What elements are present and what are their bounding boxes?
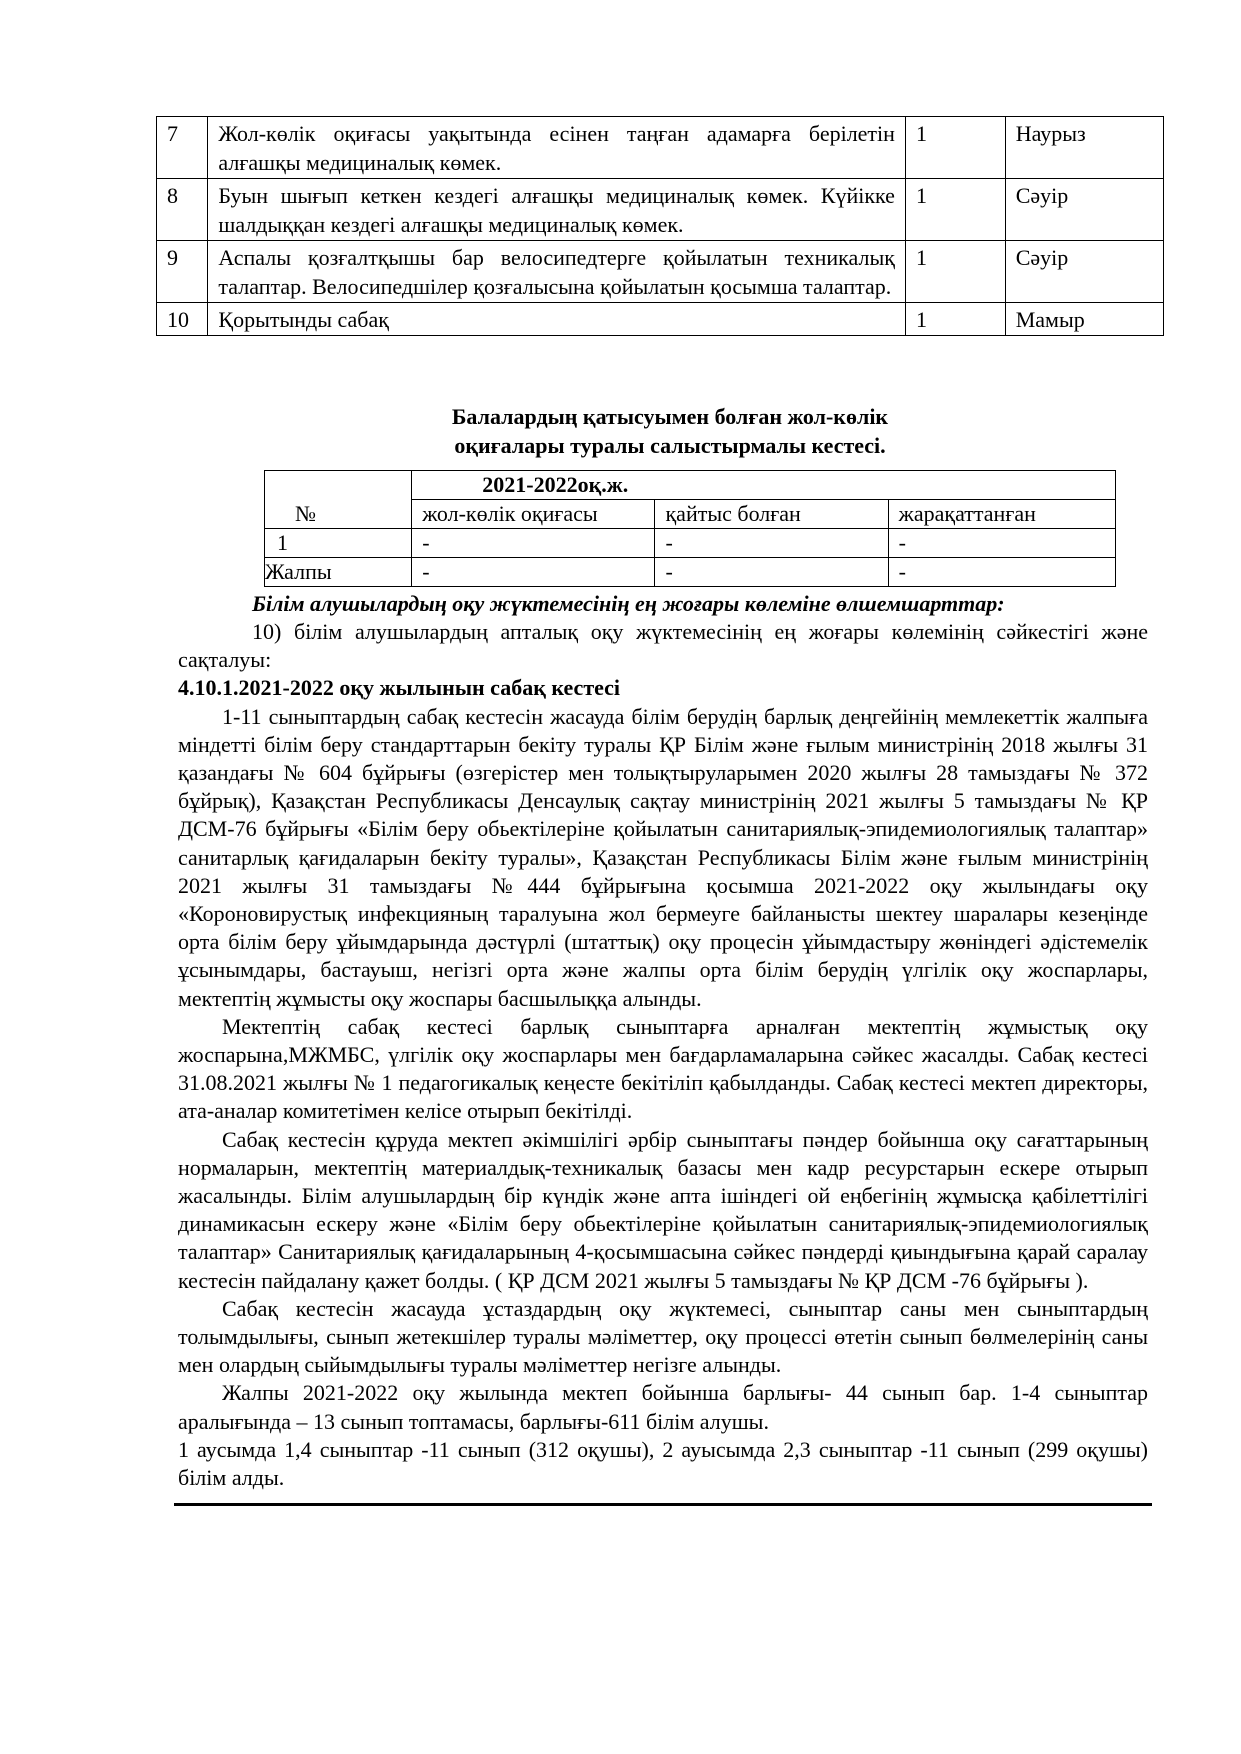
section-heading: 4.10.1.2021-2022 оқу жылынын сабақ кестесі	[178, 675, 621, 701]
row-month: Мамыр	[1005, 303, 1163, 336]
row-number: 8	[157, 179, 208, 241]
num-header: №	[265, 471, 412, 529]
paragraph-schedule-approval: Мектептің сабақ кестесі барлық сыныптарға арналған мектептің жұмыстық оқу жоспарына,МЖМБС, үлгілік оқу жоспарлары мен бағдарламаларына сәйкес жасалды. Сабақ кестесі 31.08.2021 жылғы № 1 педагогикалық кеңесте бекітіліп қабылданды. Сабақ кестесі мектеп директоры, ата-аналар комитетімен келісе отырып бекітілді.	[178, 1013, 1148, 1124]
paragraph-schedule-rules: Сабақ кестесін құруда мектеп әкімшілігі әрбір сыныптағы пәндер бойынша оқу сағаттарының нормаларын, мектептің материалдық-техникалық базасы мен кадр ресурстарын ескере отырып жасалынды. Білім алушылардың бір күндік және апта ішіндегі ой еңбегінің жұмысқа қабілеттілігі динамикасын ескеру және «Білім беру обьектілеріне қойылатын санитариялық-эпидемиологиялық талаптар» Санитариялық қағидаларының 4-қосымшасына сәйкес пәндерді қиындығына қарай саралау кестесін пайдалану қажет болды. ( ҚР ДСМ 2021 жылғы 5 тамыздағы № ҚР ДСМ -76 бұйрығы ).	[178, 1126, 1148, 1293]
column-header: жол-көлік оқиғасы	[412, 500, 655, 529]
row-topic: Аспалы қозғалтқышы бар велосипедтерге қойылатын техникалық талаптар. Велосипедшілер қозғалысына қойылатын қосымша талаптар.	[208, 241, 906, 303]
criteria-title: Білім алушылардың оқу жүктемесінің ең жоғары көлеміне өлшемшарттар:	[252, 591, 1005, 616]
criteria-text-block	[178, 618, 1148, 1492]
row-label: 1	[265, 529, 412, 558]
paragraph-shifts: 1 аусымда 1,4 сыныптар -11 сынып (312 оқушы), 2 ауысымда 2,3 сыныптар -11 сынып (299 оқушы) білім алды.	[178, 1436, 1148, 1491]
row-hours: 1	[905, 241, 1005, 303]
table-caption-line-2: оқиғалары туралы салыстырмалы кестесі.	[454, 433, 886, 458]
paragraph-regulations: 1-11 сыныптардың сабақ кестесін жасауда білім берудің барлық деңгейінің мемлекеттік жалпыға міндетті білім беру стандарттарын бекіту туралы ҚР Білім және ғылым министрінің 2018 жылғы 31 қазандағы № 604 бұйрығы (өзгерістер мен толықтыруларымен 2020 жылғы 28 тамыздағы № 372 бұйрық), Қазақстан Республикасы Денсаулық сақтау министрінің 2021 жылғы 5 тамыздағы № ҚР ДСМ-76 бұйрығы «Білім беру обьектілеріне қойылатын санитариялық-эпидемиологиялық талаптар» санитарлық қағидаларын бекіту туралы», Қазақстан Республикасы Білім және ғылым министрінің 2021 жылғы 31 тамыздағы №444 бұйрығына қосымша 2021-2022 оқу жылындағы оқу «Короновирустық инфекцияның таралуына жол бермеуге байланысты шектеу шаралары кезеңінде орта білім беру ұйымдарында дәстүрлі (штаттық) оқу процесін ұйымдастыру жөніндегі әдістемелік ұсынымдары, бастауыш, негізгі орта және жалпы орта білім берудің үлгілік оқу жоспарлары, мектептің жұмысты оқу жоспары басшылыққа алынды.	[178, 703, 1148, 1011]
row-month: Сәуір	[1005, 179, 1163, 241]
row-hours: 1	[905, 117, 1005, 179]
row-number: 9	[157, 241, 208, 303]
bottom-rule	[174, 1503, 1152, 1506]
table-row	[157, 241, 1164, 303]
table-header-row	[265, 471, 1116, 500]
year-header: 2021-2022оқ.ж.	[412, 471, 1116, 500]
table-row	[265, 558, 1116, 587]
table-cell: -	[412, 529, 655, 558]
row-topic: Жол-көлік оқиғасы уақытында есінен таңған адамарға берілетін алғашқы медициналық көмек.	[208, 117, 906, 179]
row-label: Жалпы	[265, 558, 412, 587]
table-row	[157, 117, 1164, 179]
table-row	[157, 303, 1164, 336]
table-cell: -	[888, 529, 1115, 558]
paragraph-class-count: Жалпы 2021-2022 оқу жылында мектеп бойынша барлығы- 44 сынып бар. 1-4 сыныптар аралығында – 13 сынып топтамасы, барлығы-611 білім алушы.	[178, 1380, 1148, 1434]
column-header: қайтыс болған	[655, 500, 888, 529]
table-row	[265, 529, 1116, 558]
row-topic: Қорытынды сабақ	[208, 303, 906, 336]
accident-table	[264, 470, 1116, 587]
row-number: 7	[157, 117, 208, 179]
table-caption-line-1: Балалардың қатысуымен болған жол-көлік	[451, 404, 889, 429]
row-month: Сәуір	[1005, 241, 1163, 303]
column-header: жарақаттанған	[888, 500, 1115, 529]
table-cell: -	[888, 558, 1115, 587]
table-row	[157, 179, 1164, 241]
paragraph-schedule-basis: Сабақ кестесін жасауда ұстаздардың оқу жүктемесі, сыныптар саны мен сыныптардың толымдылығы, сынып жетекшілер туралы мәліметтер, оқу процессі өтетін сынып бөлмелерінің саны мен олардың сыйымдылығы туралы мәліметтер негізге алынды.	[178, 1295, 1148, 1378]
row-month: Наурыз	[1005, 117, 1163, 179]
row-topic: Буын шығып кеткен кездегі алғашқы медициналық көмек. Күйікке шалдыққан кездегі алғашқы медициналық көмек.	[208, 179, 906, 241]
row-hours: 1	[905, 179, 1005, 241]
row-number: 10	[157, 303, 208, 336]
schedule-table	[156, 116, 1164, 336]
criteria-text: 10) білім алушылардың апталық оқу жүктемесінің ең жоғары көлемінің сәйкестігі және сақталуы:	[178, 619, 1148, 673]
row-hours: 1	[905, 303, 1005, 336]
table-cell: -	[412, 558, 655, 587]
table-cell: -	[655, 558, 888, 587]
table-cell: -	[655, 529, 888, 558]
